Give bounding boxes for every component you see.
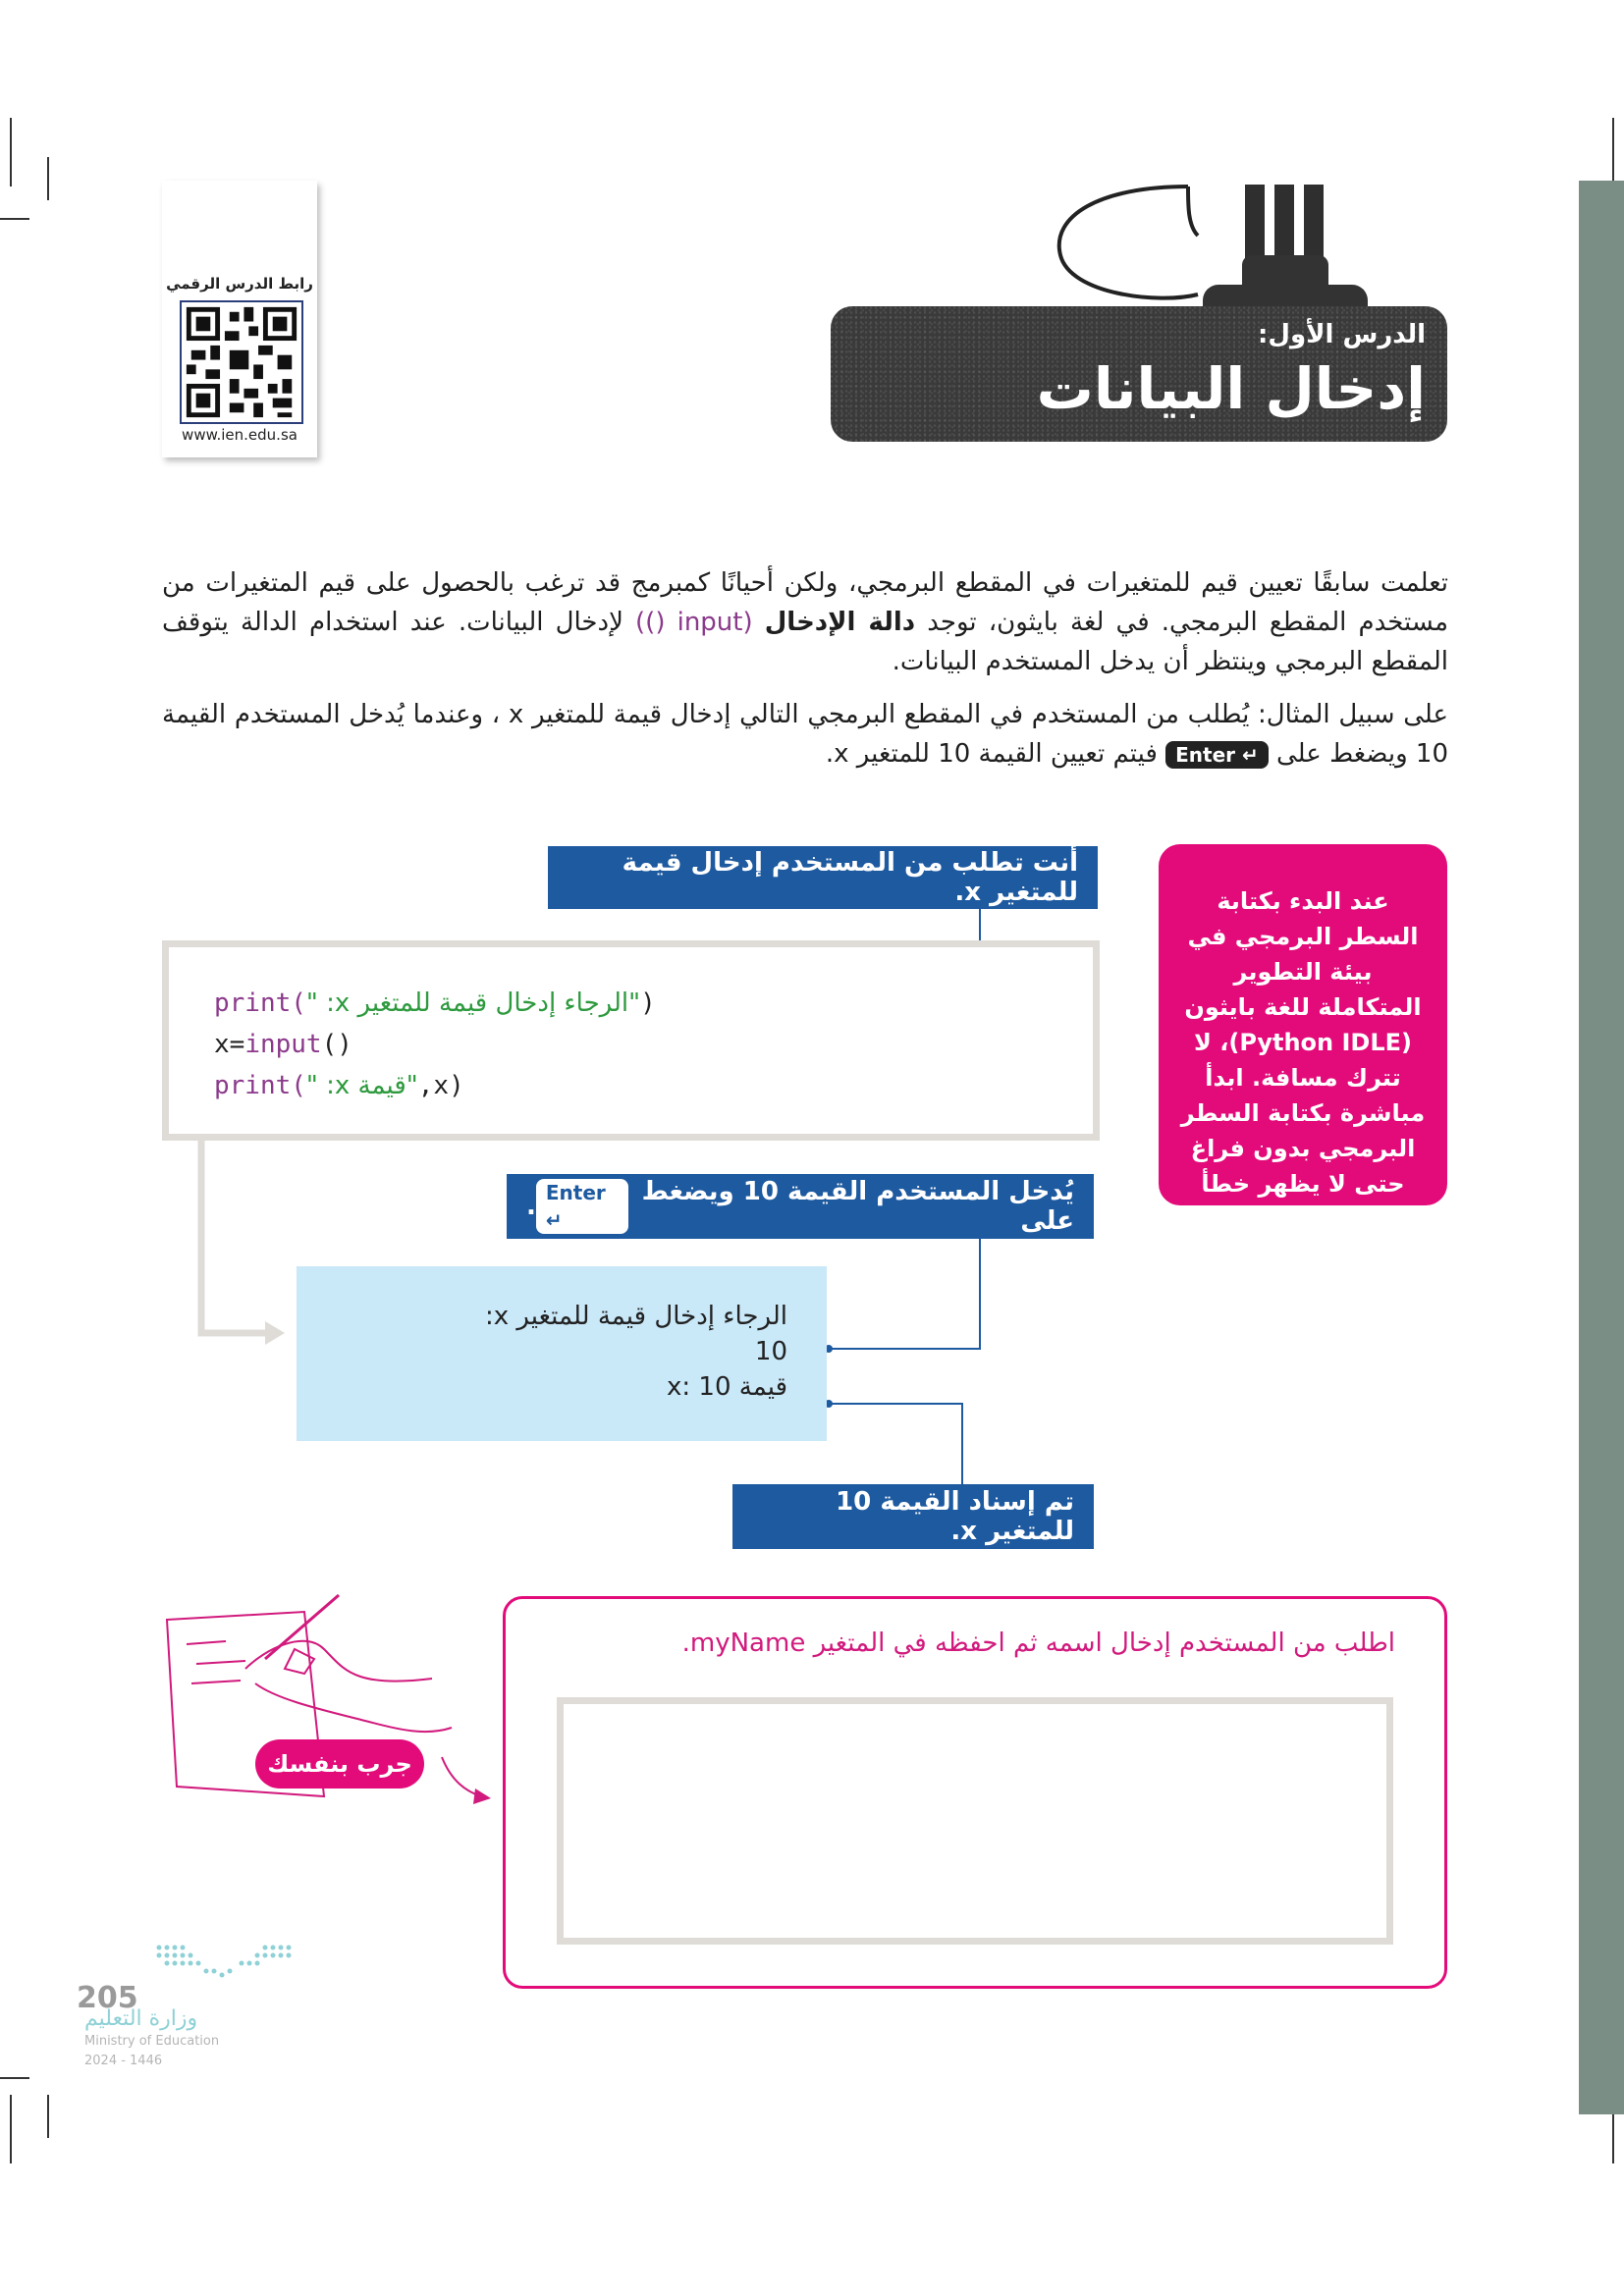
callout-enter-text: يُدخل المستخدم القيمة 10 ويضغط على	[641, 1177, 1074, 1236]
try-yourself-answer-area[interactable]	[557, 1697, 1393, 1945]
output-line-3: قيمة x: 10	[666, 1372, 787, 1402]
code-token: "قيمة x: "	[305, 1071, 418, 1100]
code-token: print(	[214, 1071, 306, 1100]
qr-url[interactable]: www.ien.edu.sa	[182, 426, 298, 444]
callout-assigned	[732, 1484, 1094, 1549]
callout-enter-dot: .	[526, 1192, 536, 1221]
intro-text: فيتم تعيين القيمة 10 للمتغير x.	[825, 739, 1166, 769]
code-line-2	[214, 1030, 352, 1059]
lesson-label: الدرس الأول:	[1258, 320, 1426, 349]
code-token: ()	[321, 1030, 352, 1059]
code-token: input	[244, 1030, 322, 1059]
ministry-year: 2024 - 1446	[84, 2054, 163, 2068]
page-number: 205	[77, 1981, 138, 2015]
enter-key-icon: Enter ↵	[1165, 741, 1269, 769]
ministry-name-en: Ministry of Education	[84, 2034, 220, 2049]
code-token: x=	[214, 1030, 245, 1059]
enter-key-icon: Enter ↵	[536, 1179, 629, 1234]
qr-label: رابط الدرس الرقمي	[166, 275, 313, 293]
intro-text: تعلمت سابقًا تعيين قيم للمتغيرات في المقطع البرمجي، ولكن أحيانًا كمبرمج قد ترغب بالحصول على قيم المتغيرات من مستخدم المقطع البرمجي. في لغة بايثون، توجد	[162, 568, 1448, 637]
intro-text: لإدخال البيانات. عند استخدام الدالة يتوقف المقطع البرمجي وينتظر أن يدخل المستخدم البيانات.	[162, 608, 1448, 676]
intro-text: على سبيل المثال: يُطلب من المستخدم في المقطع البرمجي التالي إدخال قيمة للمتغير x ، وعندما يُدخل المستخدم القيمة 10 ويضغط على	[162, 700, 1448, 769]
callout-ask	[548, 846, 1098, 909]
try-yourself-badge: جرب بنفسك	[255, 1739, 424, 1789]
code-token: print(	[214, 988, 306, 1018]
ministry-logo-icon	[153, 1942, 297, 1991]
callout-ask-text: أنت تطلب من المستخدم إدخال قيمة للمتغير x.	[622, 848, 1078, 907]
code-token: "الرجاء إدخال قيمة للمتغير x: "	[305, 988, 641, 1018]
code-box	[162, 940, 1100, 1141]
code-line-3	[214, 1071, 464, 1100]
output-line-1: الرجاء إدخال قيمة للمتغير x:	[485, 1302, 787, 1331]
tip-note: عند البدء بكتابة السطر البرمجي في بيئة التطوير المتكاملة للغة بايثون (Python IDLE)، لا تترك مسافة. ابدأ مباشرة بكتابة السطر البرمجي بدون فراغ حتى لا يظهر خطأ عند تنفيذ البرنامج.	[1159, 844, 1447, 1205]
try-yourself-box	[503, 1596, 1447, 1989]
callout-assigned-text: تم إسناد القيمة 10 للمتغير x.	[836, 1487, 1074, 1546]
intro-keyword: دالة الإدخال	[764, 608, 916, 637]
output-box	[297, 1266, 827, 1441]
callout-enter	[507, 1174, 1094, 1239]
code-token: ,x)	[417, 1071, 464, 1100]
code-line-1	[214, 988, 656, 1018]
ministry-name-ar: وزارة التعليم	[84, 2006, 198, 2031]
code-token: )	[640, 988, 656, 1018]
page-title: إدخال البيانات	[1036, 355, 1426, 422]
try-yourself-prompt: اطلب من المستخدم إدخال اسمه ثم احفظه في المتغير myName.	[681, 1629, 1395, 1658]
intro-code: (input ())	[623, 608, 765, 637]
output-line-2: 10	[754, 1337, 787, 1366]
